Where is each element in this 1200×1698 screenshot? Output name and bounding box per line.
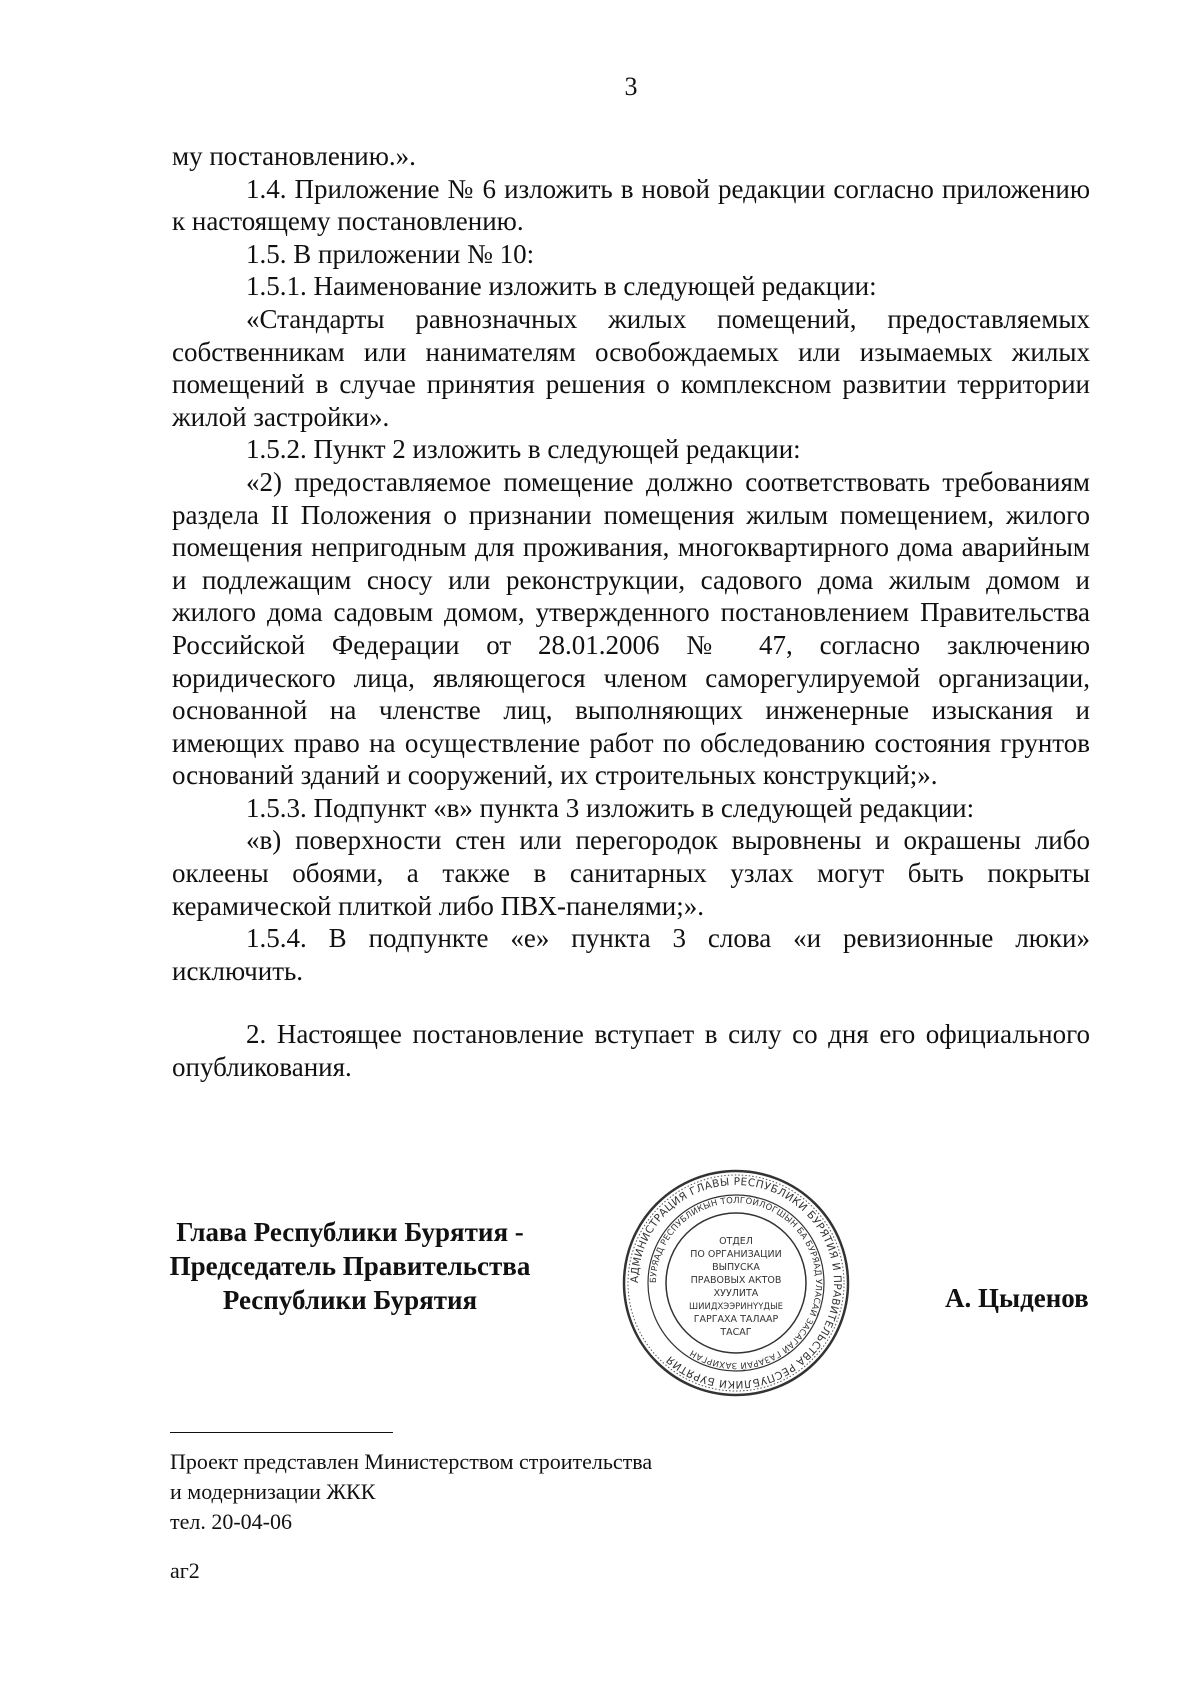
paragraph: «в) поверхности стен или перегородок выровнены и окрашены либо оклеены обоями, а также в санитарных узлах могут быть покрыты керамической плиткой либо ПВХ-панелями;».: [172, 825, 1090, 921]
signatory-title-line: Республики Бурятия: [222, 1285, 478, 1315]
document-body: [172, 140, 1090, 1084]
paragraph: 1.5.4. В подпункте «е» пункта 3 слова «и ревизионные люки» исключить.: [172, 923, 1090, 986]
official-seal: [621, 1168, 851, 1398]
seal-center-line: ТАСАГ: [720, 1327, 752, 1338]
paragraph: 1.5.2. Пункт 2 изложить в следующей редакции:: [246, 434, 801, 465]
document-code: аг2: [170, 1558, 200, 1583]
footnote-line: тел. 20-04-06: [170, 1509, 293, 1534]
paragraph: 2. Настоящее постановление вступает в силу со дня его официального опубликования.: [172, 1019, 1090, 1083]
paragraph: «Стандарты равнозначных жилых помещений, предоставляемых собственникам или нанимателям освобождаемых или изымаемых жилых помещений в случае принятия решения о комплексном развитии территории жилой застройки».: [172, 303, 1090, 432]
seal-center-line: ХУУЛИТА: [713, 1288, 759, 1299]
signatory-title: [150, 1215, 550, 1317]
signatory-title-line: Председатель Правительства: [169, 1251, 531, 1281]
seal-inner-text: БУРЯАД РЕСПУБЛИКЫН ТОЛГОЙЛОГШЫН БА БУРЯАД УЛАСАЙ ЗАСАГАЙ ГАЗАРАЙ ЗАХИРГАН: [648, 1195, 824, 1371]
seal-center-line: ОТДЕЛ: [719, 1236, 753, 1247]
paragraph: му постановлению.».: [172, 141, 416, 171]
seal-center-line: ВЫПУСКА: [712, 1262, 760, 1273]
signatory-name: А. Цыденов: [945, 1283, 1089, 1313]
seal-center-line: ПРАВОВЫХ АКТОВ: [690, 1275, 782, 1286]
paragraph: 1.5.3. Подпункт «в» пункта 3 изложить в следующей редакции:: [246, 792, 975, 823]
signatory-title-line: Глава Республики Бурятия -: [176, 1217, 524, 1247]
seal-center-line: ПО ОРГАНИЗАЦИИ: [690, 1249, 782, 1260]
seal-outer-text: АДМИНИСТРАЦИЯ ГЛАВЫ РЕСПУБЛИКИ БУРЯТИЯ И ПРАВИТЕЛЬСТВА РЕСПУБЛИКИ БУРЯТИЯ: [628, 1175, 844, 1391]
paragraph: 1.5. В приложении № 10:: [246, 238, 535, 269]
footnote-divider: [170, 1432, 393, 1433]
footnote-line: и модернизации ЖКК: [170, 1479, 376, 1504]
paragraph: 1.4. Приложение № 6 изложить в новой редакции согласно приложению к настоящему постановлению.: [172, 173, 1090, 237]
paragraph: «2) предоставляемое помещение должно соответствовать требованиям раздела II Положения о признании помещения жилым помещением, жилого помещения непригодным для проживания, многоквартирного дома аварийным и подлежащим сносу или реконструкции, садового дома жилым домом и жилого дома садовым домом, утвержденного постановлением Правительства Российской Федерации от 28.01.2006 № 47, согласно заключению юридического лица, являющегося членом саморегулируемой организации, основанной на членстве лиц, выполняющих инженерные изыскания и имеющих право на осуществление работ по обследованию состояния грунтов оснований зданий и сооружений, их строительных конструкций;».: [172, 466, 1090, 791]
seal-center-line: ШИИДХЭЭРИНҮҮДЫЕ: [689, 1302, 783, 1312]
seal-center-line: ГАРГАХА ТАЛААР: [693, 1314, 779, 1325]
footnote: [170, 1447, 652, 1537]
footnote-line: Проект представлен Министерством строительства: [170, 1449, 653, 1474]
page-number: 3: [624, 72, 638, 101]
paragraph: 1.5.1. Наименование изложить в следующей редакции:: [246, 271, 877, 302]
